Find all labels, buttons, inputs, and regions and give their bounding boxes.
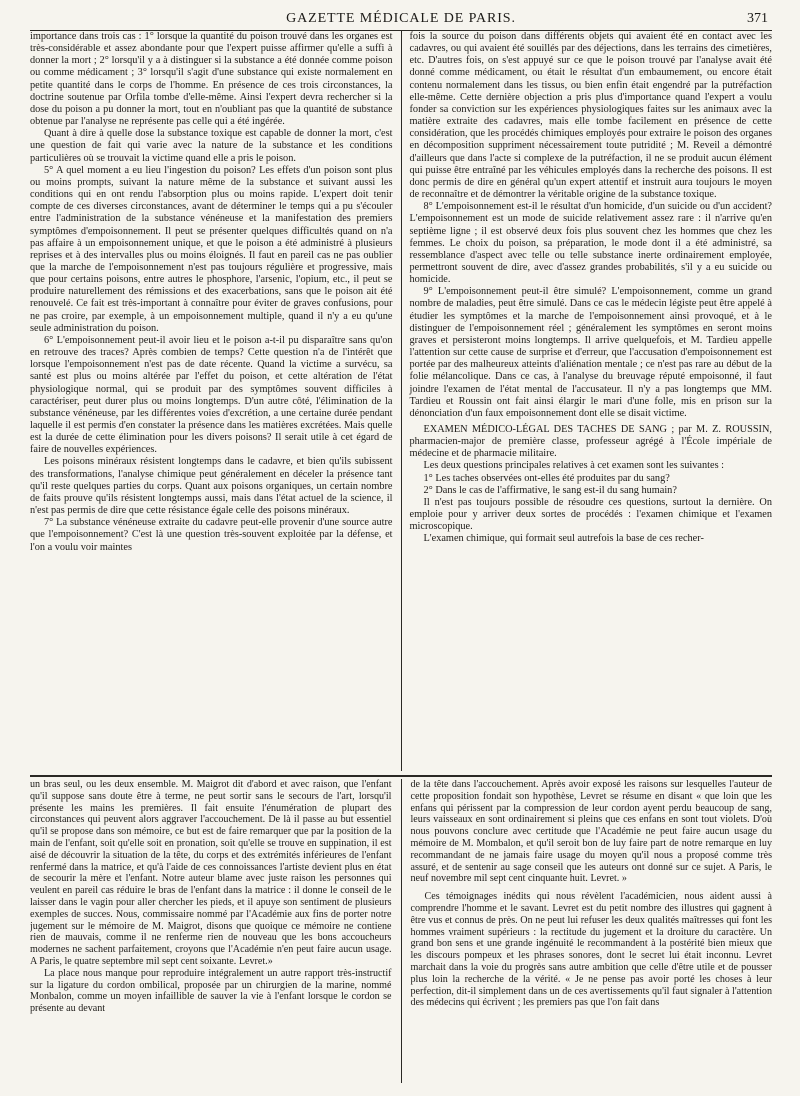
paragraph: 9° L'empoisonnement peut-il être simulé? L'empoisonnement, comme un grand nombre de maladies, peut être simulé. Dans ce cas le médecin légiste peut être appelé à étudier les symptômes et la marche de l'empoisonnement ainsi provoqué, et à le distinguer de l'empoisonnement réel ; généralement les symptômes en seront moins graves et persisteront moins longtemps. Il arrive quelquefois, et M. Tardieu appelle l'attention sur cette cause de surprise et d'erreur, que l'accusation d'empoisonnement est portée par des malheureux atteints d'aliénation mentale ; ce n'est pas rare au début de la folie mélancolique. Dans ce cas, à l'analyse du breuvage réputé empoisonné, il faut joindre l'examen de l'état mental de l'accusateur. Il n'y a pas longtemps que MM. Tardieu et Roussin ont fait ainsi élargir le mari d'une folle, mis en prison sur la dénonciation d'un faux empoisonnement dont elle se disait victime.: [409, 286, 772, 419]
paragraph: 5° A quel moment a eu lieu l'ingestion du poison? Les effets d'un poison sont plus ou moins prompts, suivant la nature même de la substance et suivant aussi les conditions qui en ont rendu l'absorption plus ou moins rapide. L'expert doit tenir compte de ces diverses circonstances, avant de déterminer le temps qui a pu s'écouler entre l'administration de la substance vénéneuse et la manifestation des premiers symptômes d'empoisonnement. Il peut se présenter quelques difficultés quand on n'a pas affaire à un empoisonnement unique, et que le poison a été administré à plusieurs reprises et à des intervalles plus ou moins éloignés. Il faut en pareil cas ne pas oublier que la marche de l'empoisonnement n'est pas toujours régulière et progressive, mais que pour certains poisons, entre autres le phosphore, l'arsenic, l'opium, etc., il peut se produire naturellement des rémissions et des exacerbations, sans que le poison ait été renouvelé. Ce fait est très-important à connaître pour éviter de graves confusions, pour ne pas croire, par exemple, à un empoisonnement multiple, quand il n'y a eu qu'une seule administration du poison.: [30, 164, 393, 334]
paragraph: La place nous manque pour reproduire intégralement un autre rapport très-instructif sur la ligature du cordon ombilical, proposée par un chirurgien de la marine, nommé Monbalon, comme un moyen infaillible de sauver la vie à l'enfant lorsque le cordon se présente au devant: [30, 967, 392, 1015]
paragraph: 8° L'empoisonnement est-il le résultat d'un homicide, d'un suicide ou d'un accident? L'empoisonnement est un mode de suicide relativement assez rare : il n'arrive qu'en septième ligne ; il est observé deux fois plus souvent chez les hommes que chez les femmes. Le choix du poison, sa préparation, le mode dont il a été administré, sa ressemblance d'aspect avec telle ou telle substance inerte ordinairement employée, permettront souvent de dire, avec d'assez grandes probabilités, s'il y a eu suicide ou homicide.: [409, 201, 772, 286]
article-heading: EXAMEN MÉDICO-LÉGAL DES TACHES DE SANG ; par M. Z. ROUSSIN, pharmacien-major de première classe, professeur agrégé à l'École impériale de médecine et de pharmacie militaire.: [409, 424, 772, 460]
paragraph: Les deux questions principales relatives à cet examen sont les suivantes :: [423, 460, 725, 472]
upper-left-column: [30, 31, 402, 771]
paragraph: importance dans trois cas : 1° lorsque la quantité du poison trouvé dans les organes est très-considérable et assez abondante pour que l'expert puisse affirmer qu'elle a suffi à donner la mort ; 2° lorsqu'il y a à distinguer si la substance a été donnée comme poison ou comme médicament ; 3° lorsqu'il s'agit d'une substance qui existe normalement en petite quantité dans le corps de l'homme. En présence de ces trois circonstances, la doctrine soutenue par Orfila tombe d'elle-même. Ainsi l'expert devra rechercher si la dose du poison a pu donner la mort, tout en n'oubliant pas que la quantité de substance obtenue par l'analyse ne représente pas celle qui a été ingérée.: [30, 31, 393, 128]
paragraph: un bras seul, ou les deux ensemble. M. Maigrot dit d'abord et avec raison, que l'enfant qu'il suppose sans doute être à terme, ne peut sortir sans le secours de l'art, lorsqu'il présente les mains les premières. Il fait ensuite l'énumération de plupart des circonstances qui peuvent alors aggraver l'accouchement. De là il passe au but essentiel qu'il se propose dans son mémoire, ce but est de faire remarquer que par la position de la main de l'enfant, soit qu'elle soit en pronation, soit qu'elle se trouve en suppination, il est aisé de découvrir la situation de la tête, du corps et des extrémités inférieures de l'enfant renfermé dans la matrice, et qu'à l'aide de ces connoissances l'artiste devient plus en état de secourir la mère et l'enfant. Notre auteur blame avec juste raison les personnes qui veulent en pareil cas réduire le bras de l'enfant dans la matrice : il donne le conseil de le laisser dans le vagin pour aller chercher les pieds, et il apuye son sentiment de plusieurs exemples de succes. Nous, commissaire nommé par l'Académie aux fins de porter notre jugement sur le mémoire de M. Maigrot, disons que quoique ce mémoire ne contiene rien de mauvais, comme il ne renferme rien de nouveau que les bons accoucheurs modernes ne sachent parfaitement, croyons que l'Académie n'en peut faire aucun usage. A Paris, le quatre septembre mil sept cent soixante. Levret.»: [30, 779, 392, 967]
journal-title: GAZETTE MÉDICALE DE PARIS.: [286, 11, 516, 26]
paragraph: Il n'est pas toujours possible de résoudre ces questions, surtout la dernière. On emploie pour y arriver deux sortes de procédés : l'examen chimique et l'examen microscopique.: [409, 496, 772, 533]
upper-right-column: [402, 31, 773, 771]
list-item: 1° Les taches observées ont-elles été produites par du sang?: [423, 472, 670, 484]
upper-section: [30, 31, 772, 771]
page-number: 371: [747, 11, 768, 26]
list-item: 2° Dans le cas de l'affirmative, le sang est-il du sang humain?: [423, 484, 677, 496]
feuilleton-section: [30, 779, 772, 1083]
paragraph: fois la source du poison dans différents objets qui avaient été en contact avec les cadavres, ou qui avaient été souillés par des déjections, dans les terrains des cimetières, etc. D'autres fois, on s'est appuyé sur ce que le poison trouvé par l'analyse avait été donné comme médicament, ou était le résultat d'un embaumement, ou encore était contenu normalement dans les tissus, ou bien enfin était engendré par la putréfaction elle-même. Cette dernière objection a pris plus d'importance quand l'expert a voulu fonder sa conviction sur les expériences physiologiques faites sur les animaux avec la matière extraite des cadavres, mais elle tombe facilement en présence de cette considération, que les procédés chimiques employés pour extraire le poison des organes en décomposition suppriment nécessairement toute putridité ; M. Reveil a démontré d'ailleurs que dans l'acte si complexe de la putréfaction, il ne se produit aucun élément qui puisse être entraîné par les véhicules employés dans la recherche des poisons. Il est donc permis de dire en général qu'un expert attentif et instruit aura toujours le moyen de reconnaître et de démontrer la véritable origine de la substance toxique.: [409, 31, 772, 201]
paragraph: de la tête dans l'accouchement. Après avoir exposé les raisons sur lesquelles l'auteur de cette proposition fondait son hypothèse, Levret se résume en disant « que loin que les enfans qui périssent par la compression de leur cordon ayent perdu beaucoup de sang, leurs vaisseaux en sont ordinairement si pleins que ces enfans en sont tout violets. D'où nous pouvons conclure avec certitude que l'Académie ne peut faire aucun usage du mémoire de M. Mombalon, et qu'il seroit bon de luy faire part de notre remarque en luy recommandant de ne jamais faire usage du moyen qu'il nous a proposé comme très assuré, et de sentenir au sage conseil que les auteurs ont donné sur ce sujet. A Paris, le neuf novembre mil sept cent cinquante huit. Levret. »: [410, 779, 772, 885]
paragraph: L'examen chimique, qui formait seul autrefois la base de ces recher-: [423, 533, 704, 545]
lower-left-column: [30, 779, 402, 1083]
lower-right-column: [402, 779, 773, 1083]
page-header: [30, 0, 772, 31]
paragraph: 7° La substance vénéneuse extraite du cadavre peut-elle provenir d'une source autre que l'empoisonnement? C'est là une question très-souvent exploitée par la défense, et l'on a voulu voir maintes: [30, 517, 393, 553]
feuilleton-divider: [30, 775, 772, 777]
paragraph: Ces témoignages inédits qui nous révèlent l'académicien, nous aident aussi à comprendre l'homme et le savant. Levret est du petit nombre des illustres qui gagnent à être vus et connus de près. On ne peut lui refuser les deux qualités maîtresses qui font les hommes vraiment supérieurs : la rectitude du jugement et la droiture du caractère. Un grand bon sens et une grande ingénuité le recommandent à la postérité bien mieux que les discours pompeux et les phrases sonores, dont le secret lui était inconnu. Levret marchait dans la voie du progrès sans autre ambition que celle d'être utile et de pousser plus loin la recherche de la vérité. « Je ne pense pas avoir porté les choses à leur perfection, dit-il simplement dans un de ces avertissements qu'il faut signaler à l'attention des médecins qui écrivent ; les premiers pas que l'on fait dans: [410, 891, 772, 1009]
paragraph: Quant à dire à quelle dose la substance toxique est capable de donner la mort, c'est une question de fait qui varie avec la nature de la substance et les conditions particulières où se trouvait la victime quand elle a pris le poison.: [30, 128, 393, 164]
paragraph: Les poisons minéraux résistent longtemps dans le cadavre, et bien qu'ils subissent des transformations, l'analyse chimique peut généralement en déceler la présence tant qu'il reste quelques parties du corps. Quant aux poisons organiques, un certain nombre de faits prouve qu'ils résistent longtemps aussi, mais dans l'état actuel de la science, il n'est pas permis de dire que cette résistance égale celle des poisons minéraux.: [30, 456, 393, 517]
paragraph: 6° L'empoisonnement peut-il avoir lieu et le poison a-t-il pu disparaître sans qu'on en retrouve des traces? Après combien de temps? Cette question n'a de l'intérêt que lorsque l'empoisonnement n'est pas de date récente. Quand la victime a survécu, sa santé est plus ou moins altérée par l'effet du poison, et cette altération de l'état physiologique normal, qui se produit par des symptômes souvent difficiles à caractériser, peut durer plus ou moins longtemps. D'un autre côté, l'élimination de la substance vénéneuse, par les différentes voies d'excrétion, a une certaine durée pendant laquelle il est permis d'en constater la présence dans les matières excrétées. Mais quelle est la durée de cette élimination pour les divers poisons? Il serait utile à cet égard de faire de nouvelles expériences.: [30, 334, 393, 456]
